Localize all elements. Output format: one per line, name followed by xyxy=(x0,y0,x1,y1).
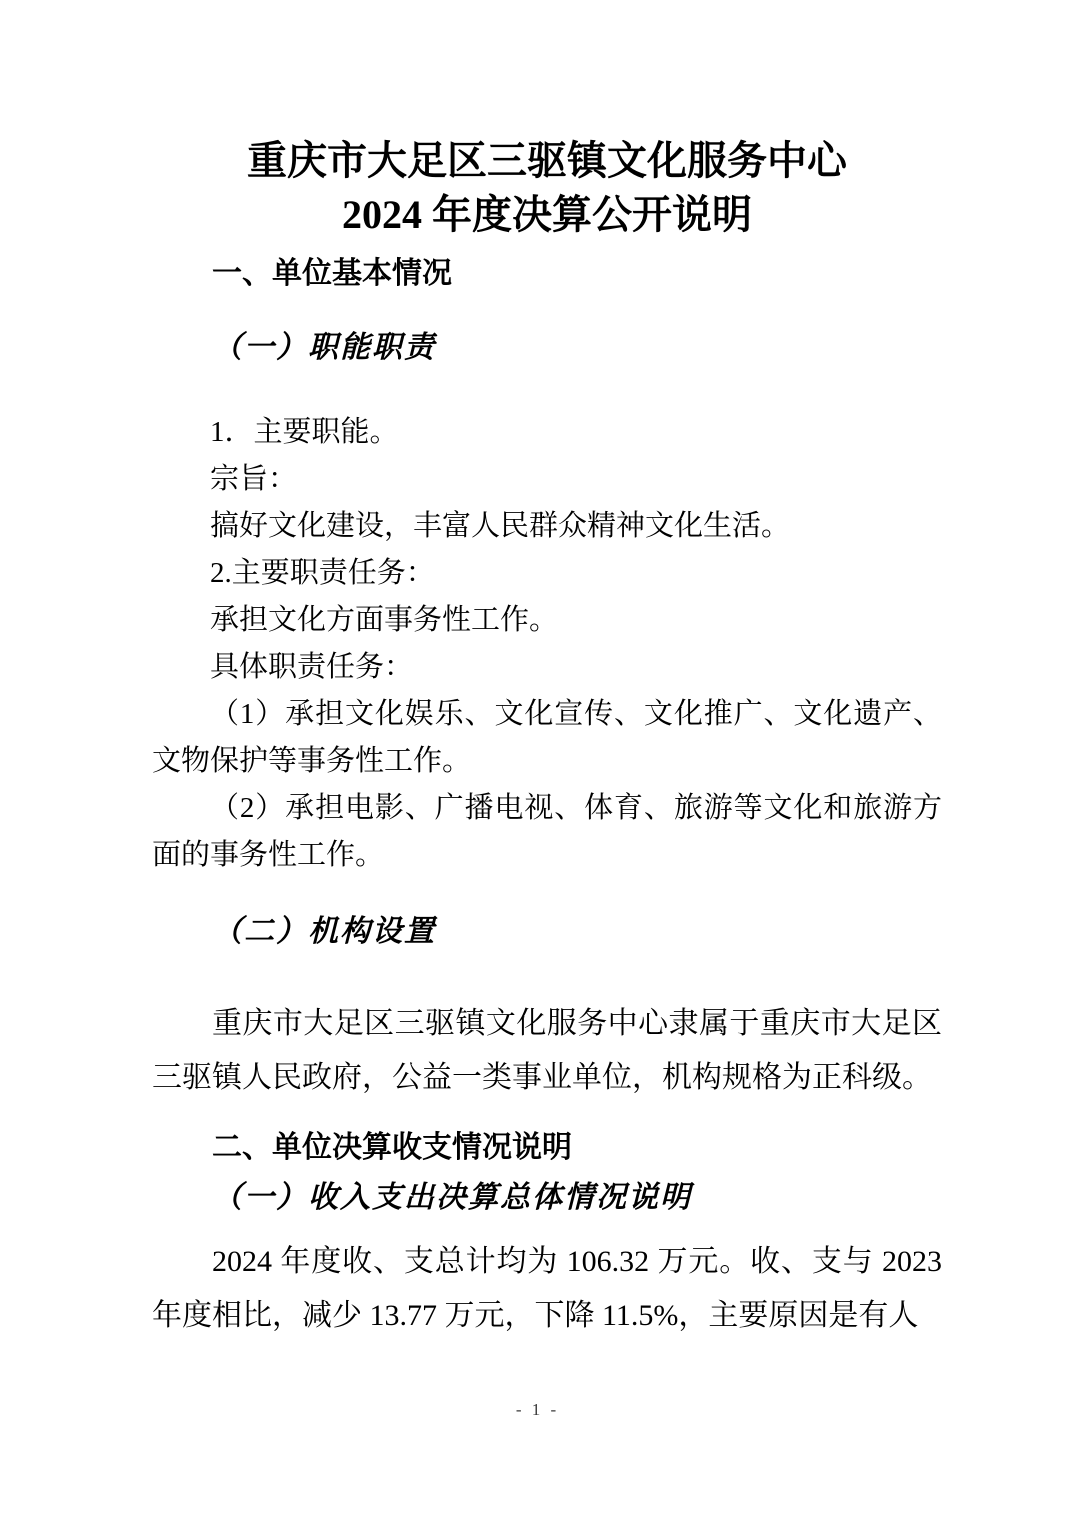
paragraph-duty-item-1: （1）承担文化娱乐、文化宣传、文化推广、文化遗产、文物保护等事务性工作。 xyxy=(152,698,942,777)
section-1-sub-2-body xyxy=(152,997,942,1105)
section-2-sub-1-heading: （一）收入支出决算总体情况说明 xyxy=(212,1181,692,1214)
section-1-sub-2-heading: （二）机构设置 xyxy=(212,915,436,948)
paragraph-main-duties-text: 承担文化方面事务性工作。 xyxy=(210,604,559,636)
paragraph-budget-summary: 2024 年度收、支总计均为 106.32 万元。收、支与 2023 年度相比，减少 13.77 万元，下降 11.5%，主要原因是有人 xyxy=(152,1245,942,1332)
document-title-line-2: 2024 年度决算公开说明 xyxy=(342,192,752,237)
page-number: - 1 - xyxy=(515,1400,560,1419)
paragraph-purpose-text: 搞好文化建设，丰富人民群众精神文化生活。 xyxy=(210,510,791,542)
paragraph-main-function: 1．主要职能。 xyxy=(210,416,399,448)
section-2-heading: 二、单位决算收支情况说明 xyxy=(212,1131,572,1164)
section-1-heading: 一、单位基本情况 xyxy=(212,257,452,290)
paragraph-specific-duties-label: 具体职责任务： xyxy=(210,651,414,683)
paragraph-duty-item-2: （2）承担电影、广播电视、体育、旅游等文化和旅游方面的事务性工作。 xyxy=(152,792,942,871)
section-1-sub-1-heading: （一）职能职责 xyxy=(212,331,436,364)
paragraph-purpose-label: 宗旨： xyxy=(210,463,298,495)
document-title xyxy=(152,134,942,242)
paragraph-main-duties-label: 2.主要职责任务： xyxy=(210,557,435,589)
section-1-sub-1-body xyxy=(152,409,942,879)
paragraph-organization: 重庆市大足区三驱镇文化服务中心隶属于重庆市大足区三驱镇人民政府，公益一类事业单位，机构规格为正科级。 xyxy=(152,1007,942,1094)
document-title-line-1: 重庆市大足区三驱镇文化服务中心 xyxy=(247,138,847,183)
section-2-sub-1-body xyxy=(152,1235,942,1343)
